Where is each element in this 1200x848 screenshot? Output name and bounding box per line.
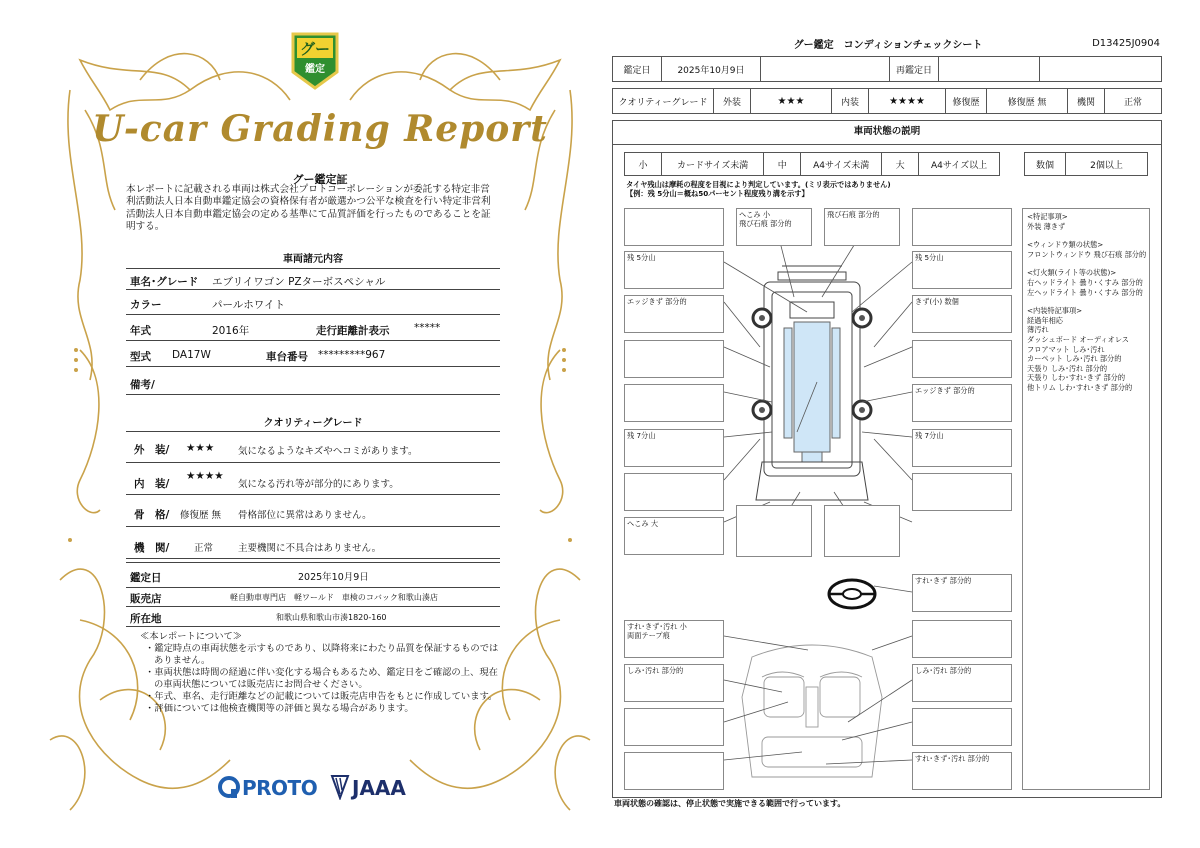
damage-box-right-rear-door: エッジきず 部分的 bbox=[912, 384, 1012, 422]
damage-box-rear-right-quarter bbox=[912, 473, 1012, 511]
damage-box-front-right-outer bbox=[912, 208, 1012, 246]
header-date-table bbox=[612, 56, 1162, 82]
legend-small-desc: カードサイズ未満 bbox=[662, 153, 764, 176]
jaaa-mark-icon bbox=[330, 774, 350, 800]
spec-year-label: 年式 bbox=[130, 325, 151, 337]
redate-label: 再鑑定日 bbox=[890, 57, 939, 82]
proto-logo-text: PROTO bbox=[242, 776, 318, 800]
ext-value: ★★★ bbox=[751, 89, 832, 114]
interior-box-driver-seat: しみ･汚れ 部分的 bbox=[624, 664, 724, 702]
interior-box-rear-right: すれ･きず･汚れ 部分的 bbox=[912, 752, 1012, 790]
interior-box-steering: すれ･きず 部分的 bbox=[912, 574, 1012, 612]
grade-row-engine bbox=[126, 528, 500, 559]
spec-row-model bbox=[126, 342, 500, 367]
damage-box-rear-bumper-left bbox=[736, 505, 812, 557]
info-date-value: 2025年10月9日 bbox=[298, 572, 369, 583]
spec-mileage-value: ***** bbox=[414, 322, 441, 334]
grade-frame-comment: 骨格部位に異常はありません。 bbox=[238, 510, 372, 521]
proto-mark-icon bbox=[218, 775, 240, 799]
grade-engine-value: 正常 bbox=[194, 543, 214, 554]
note-item: ・車両状態は時間の経過に伴い変化する場合もあるため、鑑定日をご確認の上、現在の車両状態については販売店にお問合せください。 bbox=[145, 667, 498, 690]
grade-frame-value: 修復歴 無 bbox=[180, 510, 222, 521]
specs-section-title: 車両諸元内容 bbox=[283, 254, 343, 265]
legend-count-desc: 2個以上 bbox=[1066, 153, 1148, 176]
damage-box-front-left-fender: エッジきず 部分的 bbox=[624, 295, 724, 333]
int-label: 内装 bbox=[832, 89, 869, 114]
repair-label: 修復歴 bbox=[946, 89, 987, 114]
damage-box-tire-rear-left: 残 7分山 bbox=[624, 429, 724, 467]
note-item: ・年式、車名、走行距離などの記載については販売店申告をもとに作成しています。 bbox=[145, 691, 498, 702]
legend-medium-desc: A4サイズ未満 bbox=[801, 153, 882, 176]
interior-box-passenger-seat: しみ･汚れ 部分的 bbox=[912, 664, 1012, 702]
damage-box-windshield: 飛び石痕 部分的 bbox=[824, 208, 900, 246]
info-shop-value: 軽自動車専門店 軽ワールド 車検のコバック和歌山湊店 bbox=[230, 593, 438, 602]
interior-box-dash-right bbox=[912, 620, 1012, 658]
certificate-title: グー鑑定証 bbox=[292, 173, 348, 186]
sheet-id: D13425J0904 bbox=[1092, 38, 1160, 49]
damage-box-front-bumper-left: へこみ 小 飛び石痕 部分的 bbox=[736, 208, 812, 246]
grade-row-interior bbox=[126, 464, 500, 495]
grade-interior-stars: ★★★★ bbox=[186, 470, 224, 482]
goo-kantei-logo-badge bbox=[289, 32, 341, 90]
spec-name-label: 車名･グレード bbox=[130, 276, 199, 288]
spec-chassis-value: *********967 bbox=[318, 349, 386, 361]
spec-name-value: エブリイワゴン PZターボスペシャル bbox=[212, 276, 386, 288]
notes-title: ≪本レポートについて≫ bbox=[140, 631, 243, 642]
svg-text:鑑定: 鑑定 bbox=[305, 64, 325, 75]
size-legend-table bbox=[624, 152, 1000, 176]
legend-large: 大 bbox=[882, 153, 919, 176]
ext-label: 外装 bbox=[714, 89, 751, 114]
date-value: 2025年10月9日 bbox=[662, 57, 761, 82]
grade-exterior-comment: 気になるようなキズやヘコミがあります。 bbox=[238, 446, 418, 457]
spec-mileage-label: 走行距離計表示 bbox=[316, 325, 390, 337]
interior-box-rear-left bbox=[624, 752, 724, 790]
svg-text:グー: グー bbox=[299, 40, 331, 58]
legend-medium: 中 bbox=[764, 153, 801, 176]
info-shop-label: 販売店 bbox=[130, 593, 162, 605]
legend-small: 小 bbox=[625, 153, 662, 176]
certificate-statement: 本レポートに記載される車両は株式会社プロトコーポレーションが委託する特定非営利活動法人日本自動車鑑定協会の資格保有者が厳選かつ公平な検査を行い特定非営利活動法人日本自動車鑑定協会の定める基準にて品質評価を行ったものであることを証明する。 bbox=[126, 184, 491, 233]
date-spacer bbox=[761, 57, 890, 82]
brand-logos bbox=[218, 772, 418, 802]
spec-model-value: DA17W bbox=[172, 349, 211, 361]
grade-exterior-label: 外 装/ bbox=[134, 444, 170, 456]
damage-box-left-rear-door bbox=[624, 384, 724, 422]
tire-note: タイヤ残山は摩耗の程度を目視により判定しています。(ミリ表示ではありません) bbox=[626, 180, 891, 189]
damage-box-rear-bumper-right bbox=[824, 505, 900, 557]
damage-box-front-left-outer bbox=[624, 208, 724, 246]
spec-row-color bbox=[126, 290, 500, 315]
grade-row-exterior bbox=[126, 432, 500, 463]
repair-value: 修復歴 無 bbox=[987, 89, 1068, 114]
info-address-value: 和歌山県和歌山市湊1820-160 bbox=[276, 613, 387, 622]
interior-box-right-mid bbox=[912, 708, 1012, 746]
sheet-footer-note: 車両状態の確認は、停止状態で実施できる範囲で行っています。 bbox=[614, 799, 846, 808]
interior-box-dashboard: すれ･きず･汚れ 小 両面テープ痕 bbox=[624, 620, 724, 658]
spec-remarks-label: 備考/ bbox=[130, 379, 155, 391]
damage-box-left-front-door bbox=[624, 340, 724, 378]
redate-spacer bbox=[1040, 57, 1162, 82]
interior-box-left-mid bbox=[624, 708, 724, 746]
sheet-title: グー鑑定 コンディションチェックシート bbox=[793, 40, 983, 51]
damage-box-right-front-door bbox=[912, 340, 1012, 378]
header-grade-table bbox=[612, 88, 1162, 114]
damage-box-rear-left-quarter bbox=[624, 473, 724, 511]
redate-value bbox=[939, 57, 1040, 82]
spec-year-value: 2016年 bbox=[212, 325, 250, 337]
info-row-date bbox=[126, 562, 500, 588]
explanation-title: 車両状態の説明 bbox=[612, 120, 1162, 145]
int-value: ★★★★ bbox=[869, 89, 946, 114]
grade-exterior-stars: ★★★ bbox=[186, 442, 215, 454]
spec-color-label: カラー bbox=[130, 299, 162, 311]
legend-large-desc: A4サイズ以上 bbox=[919, 153, 1000, 176]
info-row-address bbox=[126, 608, 500, 627]
damage-box-tire-front-left: 残 5分山 bbox=[624, 251, 724, 289]
engine-label: 機関 bbox=[1068, 89, 1105, 114]
grade-engine-label: 機 関/ bbox=[134, 542, 170, 554]
spec-row-remarks bbox=[126, 368, 500, 395]
grade-engine-comment: 主要機関に不具合はありません。 bbox=[238, 543, 382, 554]
info-date-label: 鑑定日 bbox=[130, 572, 162, 584]
condition-check-sheet bbox=[612, 32, 1164, 808]
spec-row-year bbox=[126, 316, 500, 341]
damage-box-tire-front-right: 残 5分山 bbox=[912, 251, 1012, 289]
info-row-shop bbox=[126, 588, 500, 607]
damage-box-front-right-fender: きず(小) 数個 bbox=[912, 295, 1012, 333]
spec-color-value: パールホワイト bbox=[212, 299, 285, 311]
remarks-panel: <特記事項> 外装 薄きず <ウィンドウ類の状態> フロントウィンドウ 飛び石痕 部分的 <灯火類(ライト等の状態)> 右ヘッドライト 曇り･くすみ 部分的 左ヘッドライト 曇り･くすみ 部分的 <内装特記事項> 経過年相応 薄汚れ ダッシュボード オーディオレス フロアマット しみ･汚れ カーペット しみ･汚れ 部分的 天張り しみ･汚れ 部分的 天張り しわ･すれ･きず 部分的 他トリム しわ･すれ･きず 部分的 bbox=[1022, 208, 1150, 790]
report-notes bbox=[140, 631, 500, 715]
report-script-title: U-car Grading Report bbox=[92, 108, 548, 150]
count-legend-table bbox=[1024, 152, 1148, 176]
grading-certificate bbox=[40, 20, 600, 830]
date-label: 鑑定日 bbox=[613, 57, 662, 82]
grade-interior-label: 内 装/ bbox=[134, 478, 170, 490]
damage-box-rear-left-corner: へこみ 大 bbox=[624, 517, 724, 555]
quality-grade-label: クオリティーグレード bbox=[613, 89, 714, 114]
spec-model-label: 型式 bbox=[130, 351, 151, 363]
jaaa-logo-text: JAAA bbox=[352, 776, 406, 800]
tire-example: 【例：残 5分山＝概ね50パーセント程度残り溝を示す】 bbox=[626, 189, 809, 198]
legend-count: 数個 bbox=[1025, 153, 1066, 176]
info-address-label: 所在地 bbox=[130, 613, 162, 625]
grade-section-title: クオリティーグレード bbox=[263, 418, 363, 429]
spec-chassis-label: 車台番号 bbox=[266, 351, 308, 363]
grade-frame-label: 骨 格/ bbox=[134, 509, 170, 521]
damage-box-tire-rear-right: 残 7分山 bbox=[912, 429, 1012, 467]
grade-row-frame bbox=[126, 496, 500, 527]
grade-interior-comment: 気になる汚れ等が部分的にあります。 bbox=[238, 479, 399, 490]
note-item: ・鑑定時点の車両状態を示すものであり、以降将来にわたり品質を保証するものではありません。 bbox=[145, 643, 499, 666]
spec-row-name bbox=[126, 268, 500, 290]
engine-value: 正常 bbox=[1105, 89, 1162, 114]
note-item: ・評価については他検査機関等の評価と異なる場合があります。 bbox=[145, 703, 414, 714]
